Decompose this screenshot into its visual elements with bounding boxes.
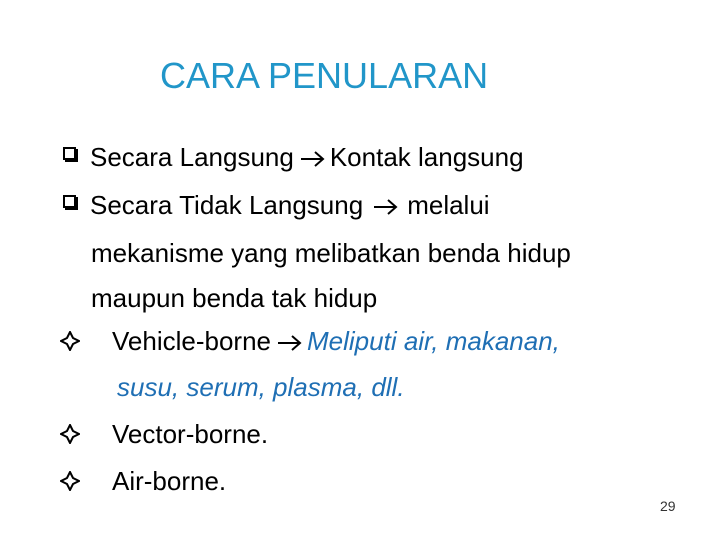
list-item [90, 189, 490, 221]
slide-title: CARA PENULARAN [160, 55, 489, 96]
sub-list-item [112, 325, 560, 357]
item-continuation: susu, serum, plasma, dll. [117, 372, 405, 402]
page-number: 29 [660, 498, 676, 514]
item-rest: Kontak langsung [329, 142, 524, 172]
right-arrow-icon [373, 199, 399, 215]
item-lead: Secara Langsung [90, 142, 294, 172]
right-arrow-icon [300, 151, 326, 167]
square-checkbox-icon [63, 195, 76, 208]
sub-list-item: Air-borne. [112, 466, 227, 496]
item-continuation: mekanisme yang melibatkan benda hidup [91, 238, 571, 268]
right-arrow-icon [277, 335, 303, 351]
item-rest: Meliputi air, makanan, [307, 326, 560, 356]
sub-list-item: Vector-borne. [112, 419, 269, 449]
diamond-bullet-icon [60, 471, 80, 491]
diamond-bullet-icon [60, 424, 80, 444]
square-checkbox-icon [63, 147, 76, 160]
diamond-bullet-icon [60, 331, 80, 351]
item-continuation: maupun benda tak hidup [91, 283, 378, 313]
item-lead: Vehicle-borne [112, 326, 271, 356]
item-lead: Secara Tidak Langsung [90, 190, 364, 220]
list-item [90, 141, 524, 173]
item-rest: melalui [407, 190, 490, 220]
